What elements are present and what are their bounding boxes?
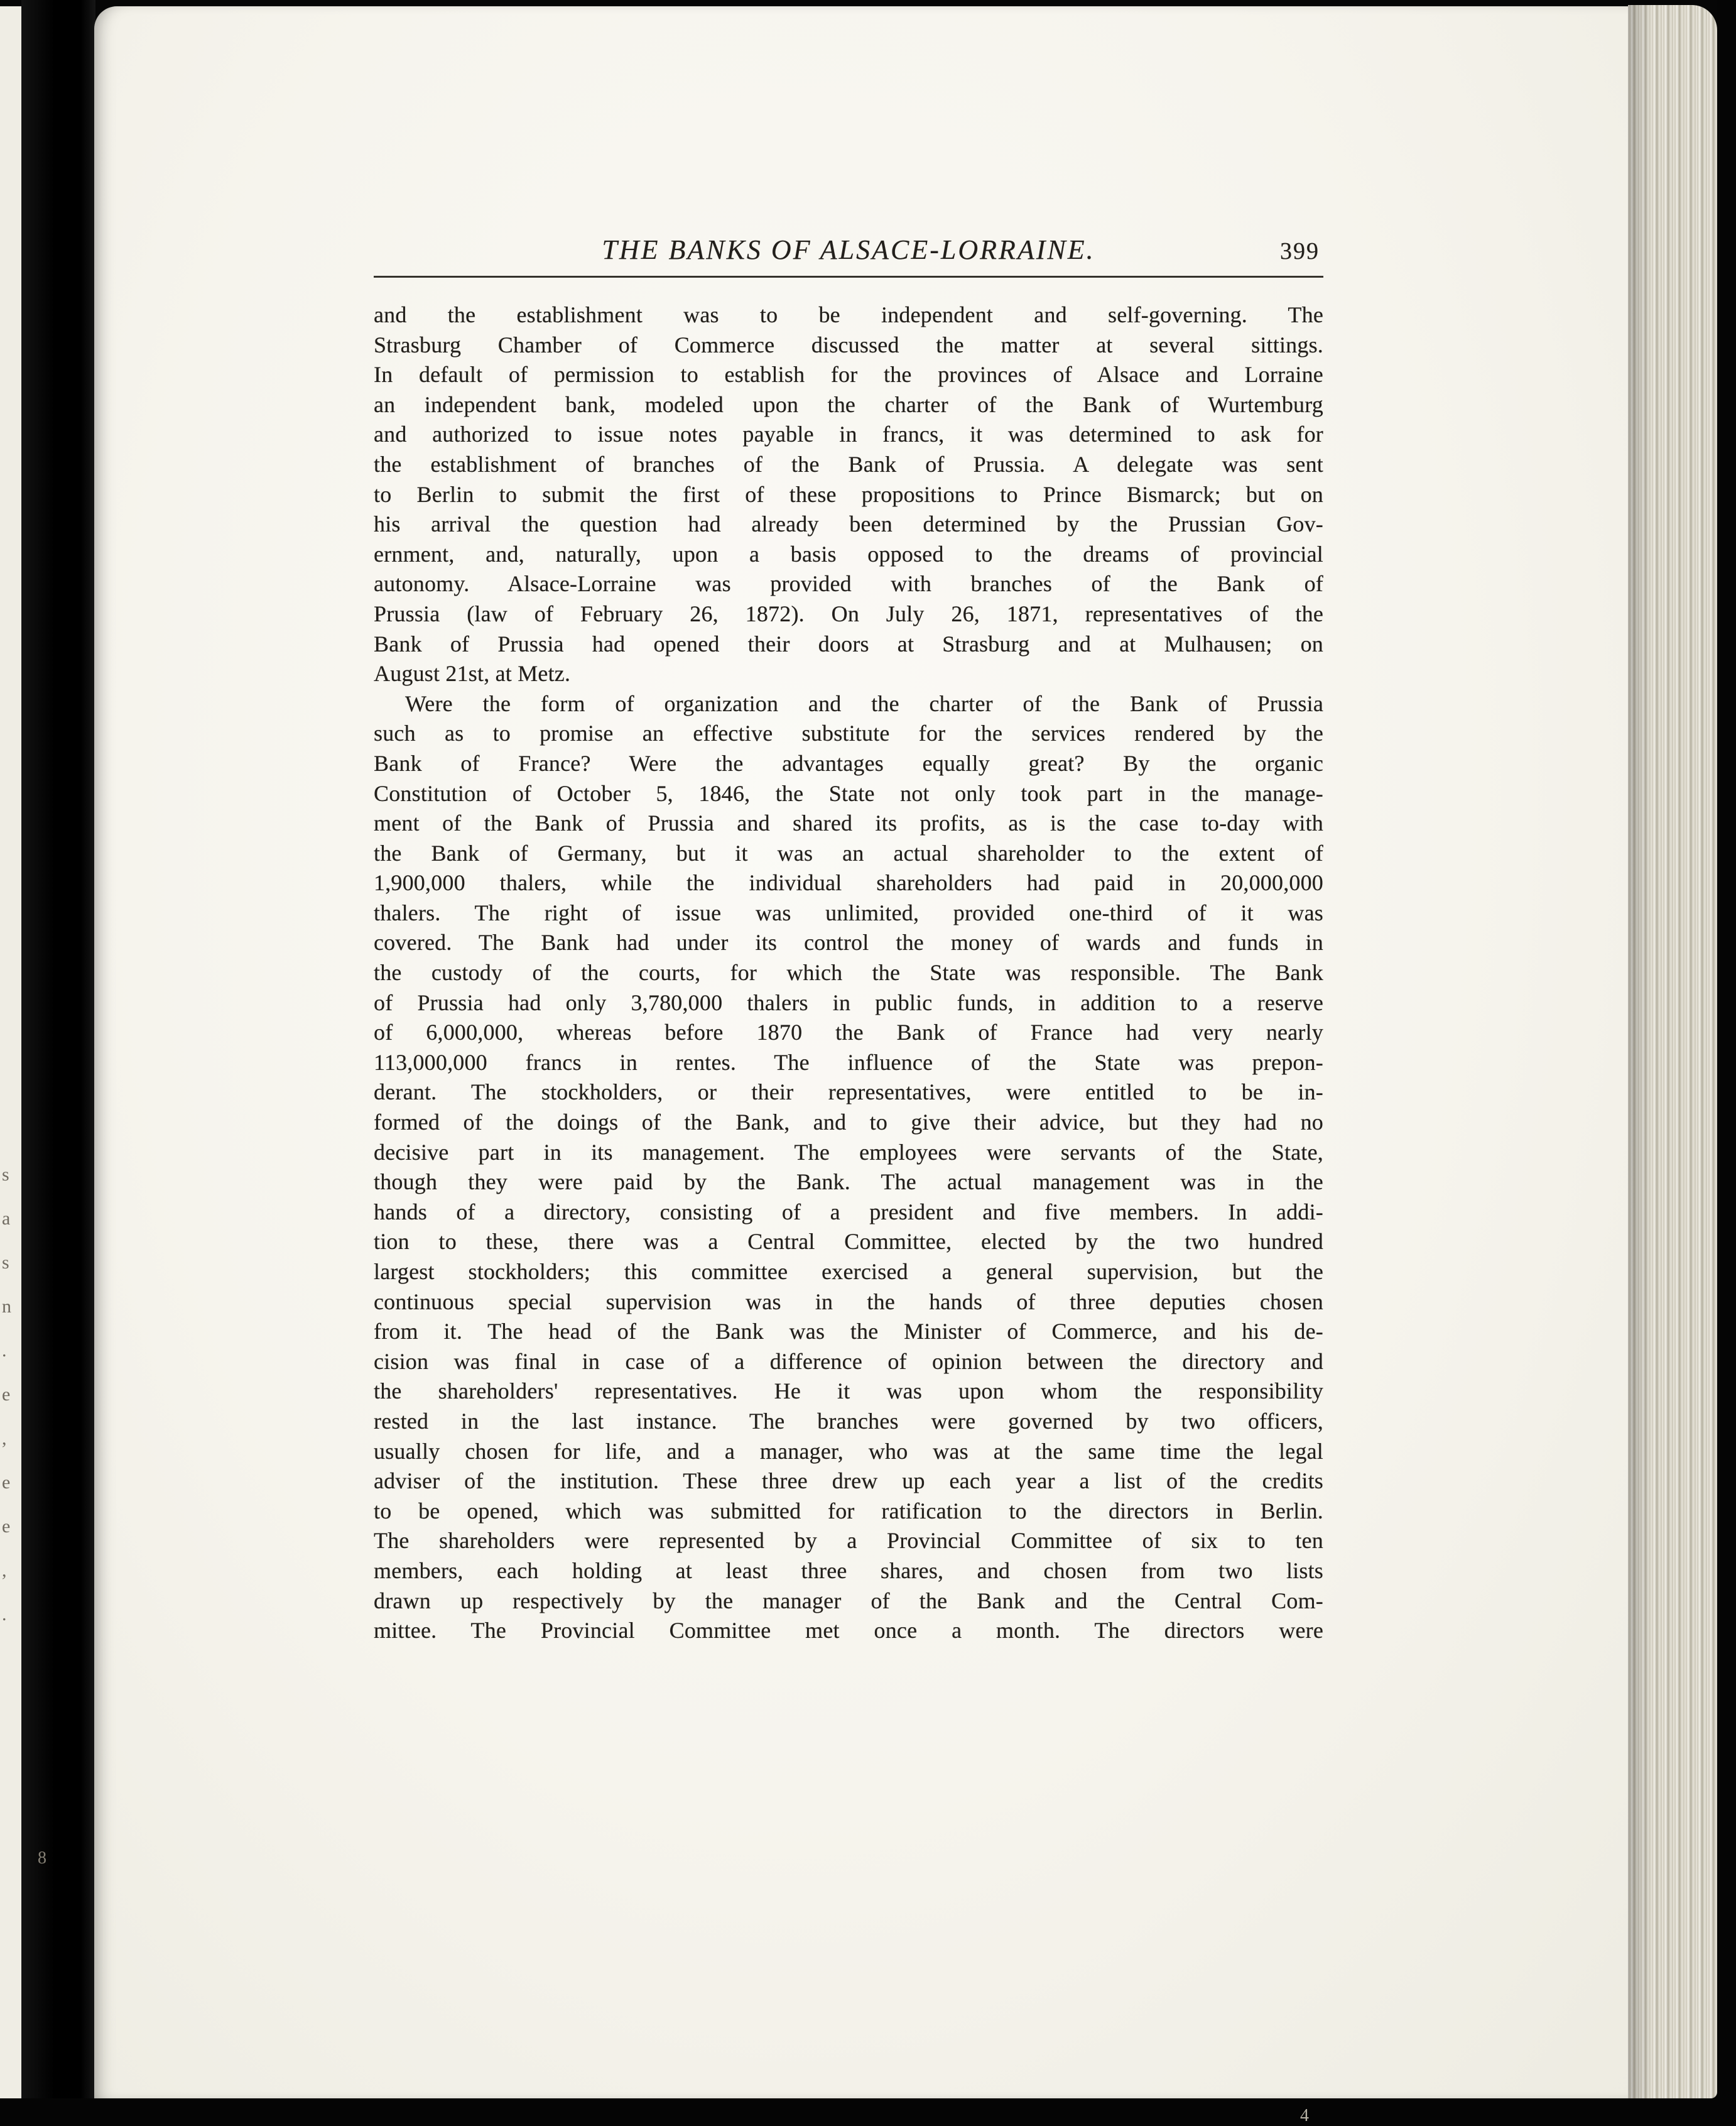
text-line: usually chosen for life, and a manager, who was at the same time the legal [374,1438,1323,1464]
bottom-stray-mark: 4 [1300,2106,1309,2125]
cutoff-letter: e [2,1516,11,1537]
text-line: the Bank of Germany, but it was an actual shareholder to the extent of [374,840,1323,866]
page-content [374,232,1323,1646]
text-line: tion to these, there was a Central Committee, elected by the two hundred [374,1229,1323,1255]
text-line: Bank of France? Were the advantages equally great? By the organic [374,750,1323,776]
text-line: continuous special supervision was in the hands of three deputies chosen [374,1289,1323,1314]
paragraph-2-lines [374,719,1323,1645]
stray-mark: 8 [38,1848,46,1868]
text-line: rested in the last instance. The branches were governed by two officers, [374,1408,1323,1434]
cutoff-letter: , [2,1428,7,1449]
text-line: ernment, and, naturally, upon a basis opposed to the dreams of provincial [374,541,1323,567]
paragraph-1-lines [374,300,1323,659]
text-line: Bank of Prussia had opened their doors at Strasburg and at Mulhausen; on [374,631,1323,657]
cutoff-letter: e [2,1472,11,1493]
cutoff-letter: , [2,1560,7,1581]
text-line: cision was final in case of a difference of opinion between the directory and [374,1348,1323,1374]
text-line: Were the form of organization and the charter of the Bank of Prussia [405,690,1323,716]
scan-bottom-bar [0,2098,1736,2126]
paragraph-1 [374,300,1323,689]
text-line: autonomy. Alsace-Lorraine was provided with branches of the Bank of [374,571,1323,597]
cutoff-letter: . [2,1340,7,1361]
text-line: In default of permission to establish for the provinces of Alsace and Lorraine [374,362,1323,388]
text-line: an independent bank, modeled upon the charter of the Bank of Wurtemburg [374,391,1323,417]
book-gutter [21,0,95,2126]
cutoff-letter: s [2,1252,9,1273]
cutoff-letter: . [2,1604,7,1625]
text-line: derant. The stockholders, or their representatives, were entitled to be in- [374,1079,1323,1105]
text-line: his arrival the question had already been determined by the Prussian Gov- [374,511,1323,537]
text-line: Constitution of October 5, 1846, the State not only took part in the manage- [374,780,1323,806]
text-line: covered. The Bank had under its control the money of wards and funds in [374,930,1323,956]
text-line: mittee. The Provincial Committee met once a month. The directors were [374,1618,1323,1644]
page-title: THE BANKS OF ALSACE-LORRAINE. [602,234,1095,265]
page-edge-stack [1628,5,1717,2098]
page-number: 399 [1280,238,1320,264]
text-line: the custody of the courts, for which the State was responsible. The Bank [374,960,1323,986]
text-line: from it. The head of the Bank was the Minister of Commerce, and his de- [374,1319,1323,1344]
text-line: of 6,000,000, whereas before 1870 the Bank of France had very nearly [374,1020,1323,1045]
cutoff-letter: s [2,1164,9,1185]
running-head [374,232,1323,278]
text-line: 1,900,000 thalers, while the individual shareholders had paid in 20,000,000 [374,870,1323,896]
cutoff-letter-fragments [0,6,21,2098]
text-line: of Prussia had only 3,780,000 thalers in public funds, in addition to a reserve [374,989,1323,1015]
text-line: Prussia (law of February 26, 1872). On July 26, 1871, representatives of the [374,601,1323,626]
paragraph-2 [374,689,1323,1646]
text-line: largest stockholders; this committee exercised a general supervision, but the [374,1259,1323,1284]
text-line: drawn up respectively by the manager of the Bank and the Central Com- [374,1588,1323,1613]
text-line: formed of the doings of the Bank, and to give their advice, but they had no [374,1109,1323,1135]
facing-page-sliver [0,6,21,2098]
text-line: the shareholders' representatives. He it was upon whom the responsibility [374,1378,1323,1404]
text-line: adviser of the institution. These three drew up each year a list of the credits [374,1468,1323,1494]
text-line: decisive part in its management. The employees were servants of the State, [374,1139,1323,1165]
text-line: members, each holding at least three shares, and chosen from two lists [374,1557,1323,1583]
text-line: and authorized to issue notes payable in francs, it was determined to ask for [374,422,1323,447]
cutoff-letter: n [2,1296,11,1317]
cutoff-letter: e [2,1384,11,1405]
text-line: Strasburg Chamber of Commerce discussed the matter at several sittings. [374,332,1323,357]
text-line: and the establishment was to be independent and self-governing. The [374,302,1323,327]
text-line: 113,000,000 francs in rentes. The influence of the State was prepon- [374,1049,1323,1075]
cutoff-letter: a [2,1208,11,1229]
text-line: August 21st, at Metz. [374,661,571,687]
text-line: to Berlin to submit the first of these propositions to Prince Bismarck; but on [374,481,1323,507]
right-black-border [1717,0,1736,2126]
text-line: The shareholders were represented by a Provincial Committee of six to ten [374,1528,1323,1554]
text-line: thalers. The right of issue was unlimited, provided one-third of it was [374,900,1323,925]
text-line: such as to promise an effective substitute for the services rendered by the [374,721,1323,746]
text-line: to be opened, which was submitted for ratification to the directors in Berlin. [374,1498,1323,1524]
text-line: hands of a directory, consisting of a president and five members. In addi- [374,1199,1323,1224]
text-line: though they were paid by the Bank. The actual management was in the [374,1169,1323,1195]
text-line: ment of the Bank of Prussia and shared its profits, as is the case to-day with [374,810,1323,836]
text-line: the establishment of branches of the Bank of Prussia. A delegate was sent [374,451,1323,477]
